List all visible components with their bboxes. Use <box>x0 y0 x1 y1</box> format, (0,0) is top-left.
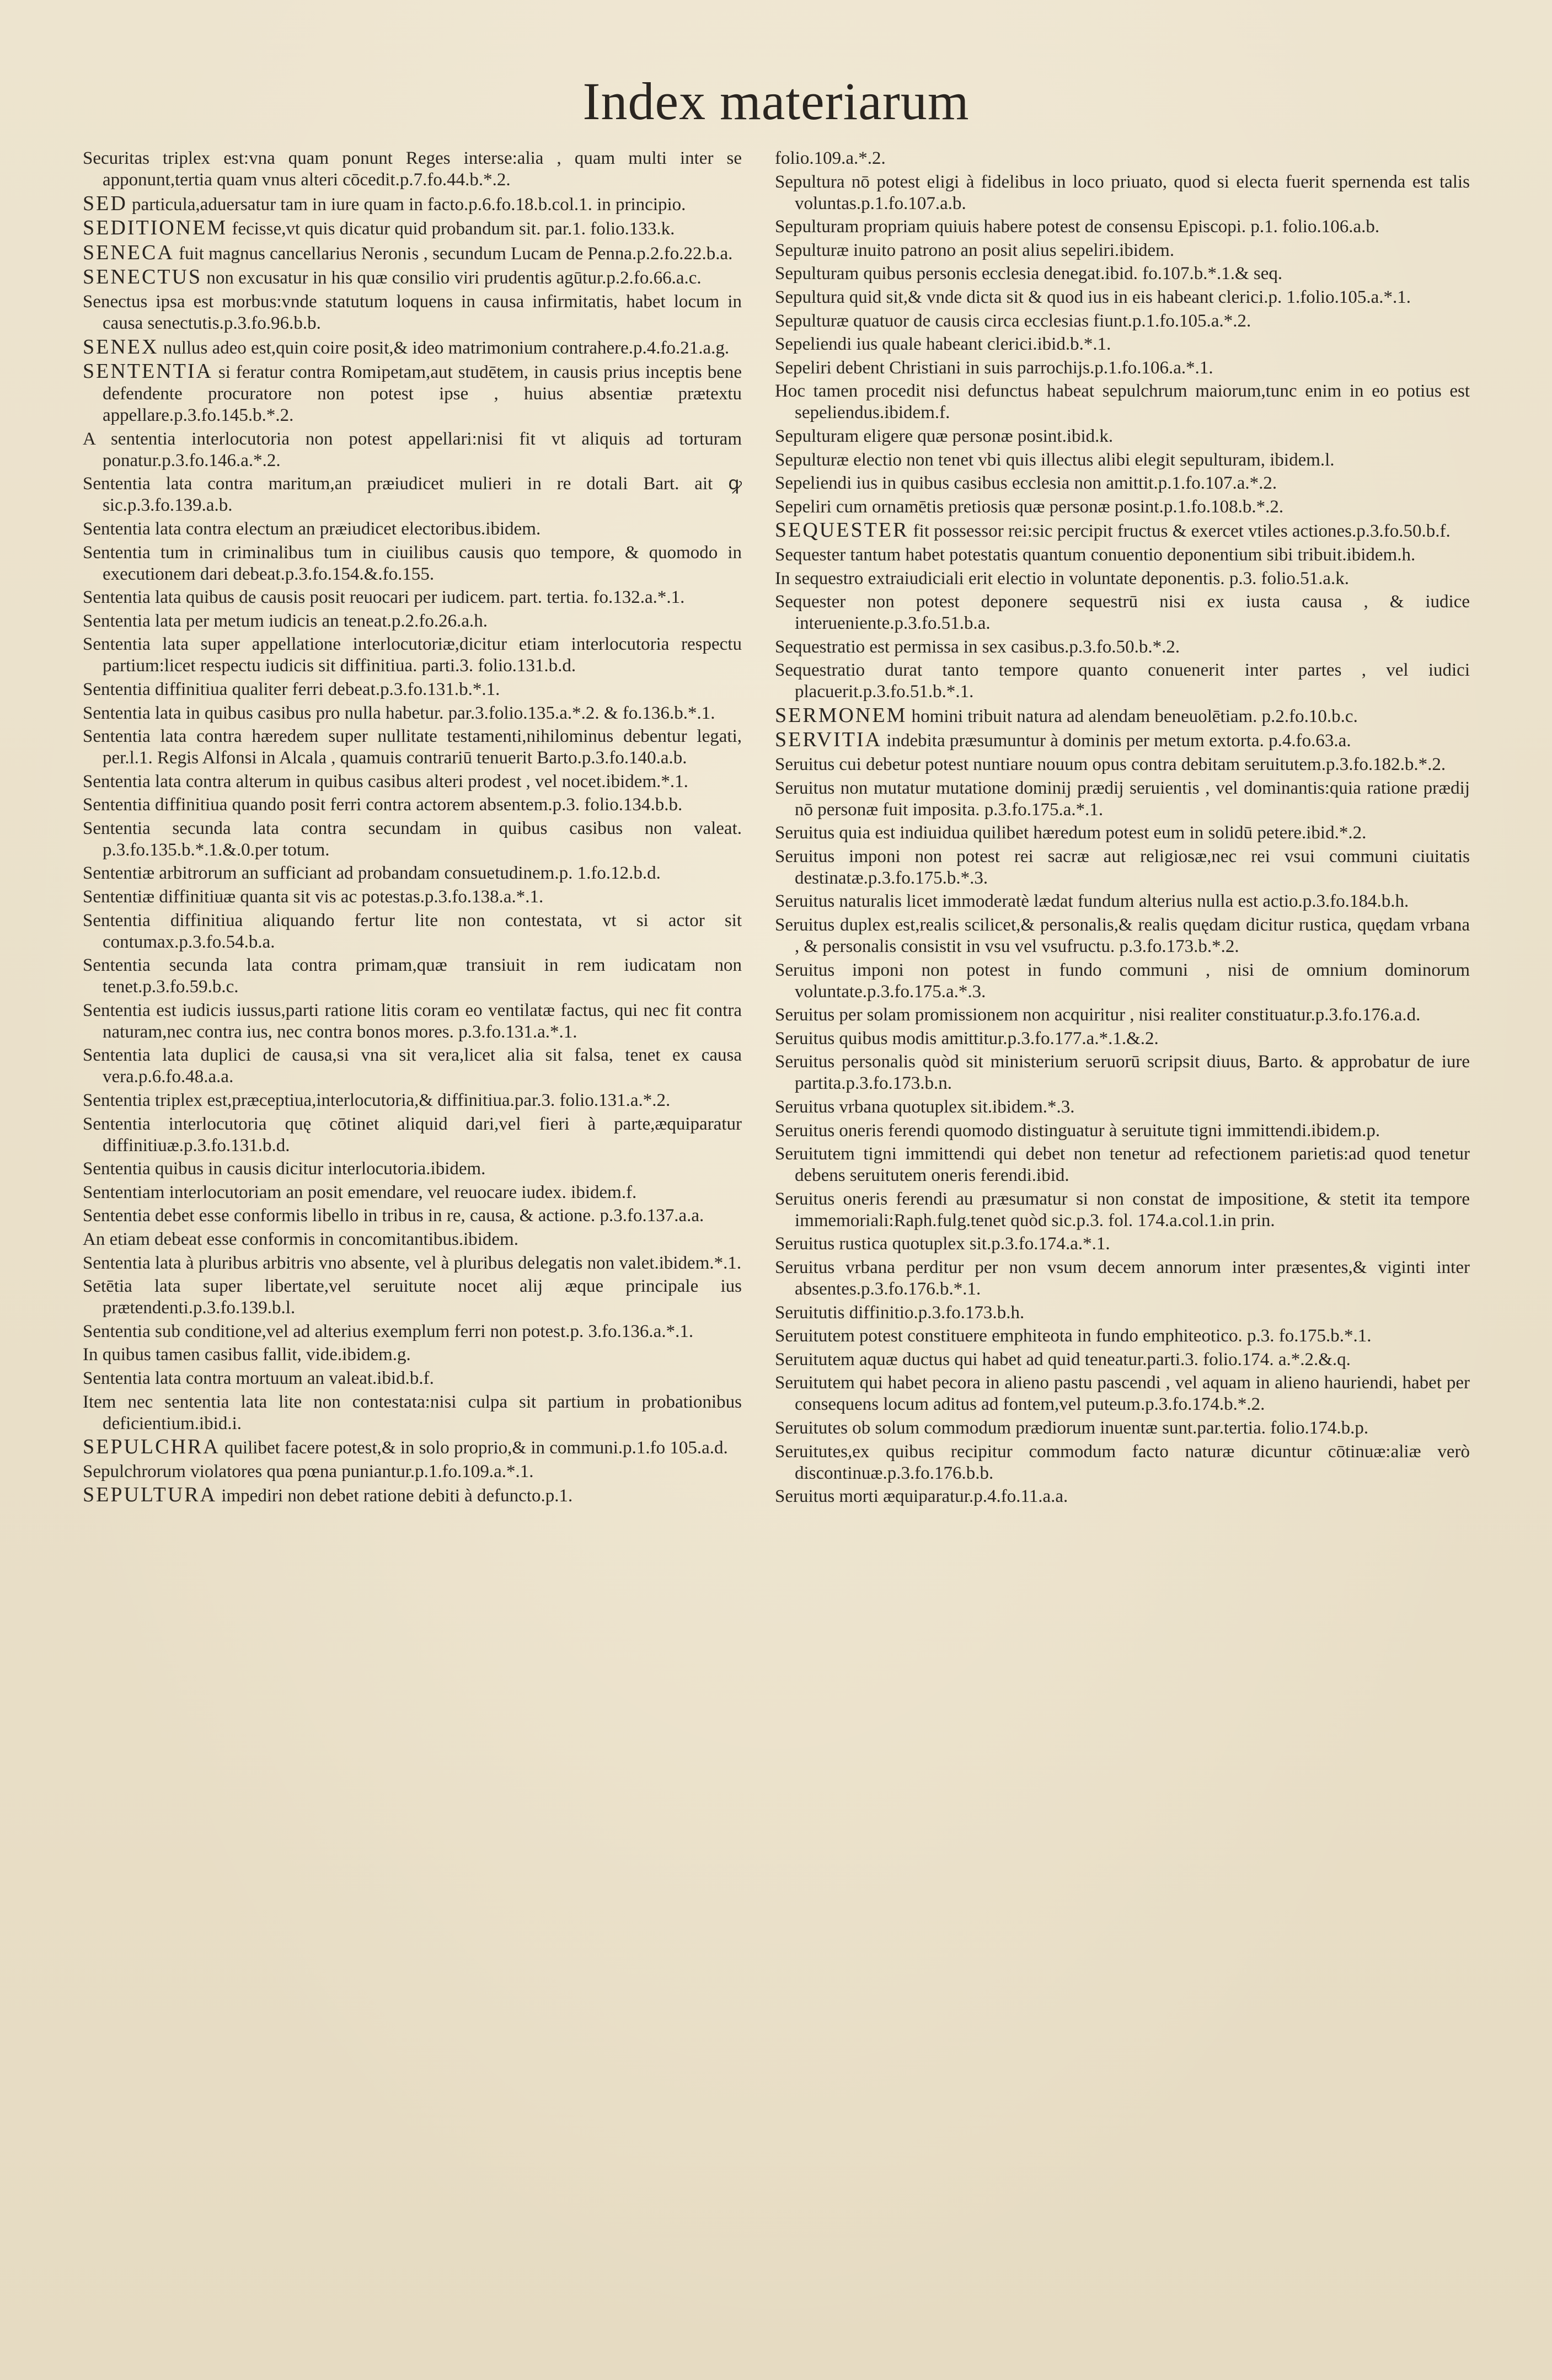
index-entry <box>83 291 742 334</box>
entry-text: Seruitus per solam promissionem non acquiritur , nisi realiter constituatur.p.3.fo.176.a.d. <box>775 1005 1421 1025</box>
entry-text: nullus adeo est,quin coire posit,& ideo matrimonium contrahere.p.4.fo.21.a.g. <box>158 338 730 358</box>
entry-text: folio.109.a.*.2. <box>775 148 886 168</box>
entry-text: Hoc tamen procedit nisi defunctus habeat sepulchrum maiorum,tunc enim in eo potius est sepeliendus.ibidem.f. <box>775 381 1470 423</box>
entry-keyword: SEDITIONEM <box>83 216 228 240</box>
index-entry <box>83 726 742 769</box>
index-entry <box>775 1302 1470 1324</box>
index-entry <box>83 611 742 632</box>
entry-text: Sepultura quid sit,& vnde dicta sit & quod ius in eis habeant clerici.p. 1.folio.105.a.*.1. <box>775 287 1411 307</box>
index-entry <box>83 336 742 359</box>
index-entry <box>775 1257 1470 1300</box>
index-entry <box>775 591 1470 634</box>
index-entry <box>83 148 742 191</box>
entry-text: Sententia diffinitiua quando posit ferri contra actorem absentem.p.3. folio.134.b.b. <box>83 795 683 815</box>
index-entry <box>83 771 742 793</box>
entry-keyword: SENTENTIA <box>83 360 213 383</box>
index-entry <box>775 357 1470 379</box>
entry-text: Sententia debet esse conformis libello in tribus in re, causa, & actione. p.3.fo.137.a.a. <box>83 1206 704 1226</box>
index-entry <box>83 1090 742 1111</box>
entry-text: Sententia lata super appellatione interlocutoriæ,dicitur etiam interlocutoria respectu partium:licet respectu iudicis sit diffinitiua. parti.3. folio.131.b.d. <box>83 634 742 676</box>
entry-text: Sententiæ arbitrorum an sufficiant ad probandam consuetudinem.p. 1.fo.12.b.d. <box>83 863 661 884</box>
index-entry <box>83 794 742 816</box>
entry-text: Seruitus cui debetur potest nuntiare nouum opus contra debitam seruitutem.p.3.fo.182.b.*.2. <box>775 755 1446 775</box>
index-entry <box>775 1349 1470 1371</box>
index-entry <box>83 1276 742 1319</box>
entry-text: Sequester non potest deponere sequestrū nisi ex iusta causa , & iudice interueniente.p.3.fo.51.b.a. <box>775 592 1470 634</box>
entry-text: Seruitus rustica quotuplex sit.p.3.fo.174.a.*.1. <box>775 1234 1110 1254</box>
index-entry <box>775 1051 1470 1094</box>
entry-text: non excusatur in his quæ consilio viri prudentis agūtur.p.2.fo.66.a.c. <box>202 268 702 288</box>
entry-text: Sententia diffinitiua qualiter ferri debeat.p.3.fo.131.b.*.1. <box>83 679 500 699</box>
index-entry <box>83 955 742 998</box>
entry-text: fecisse,vt quis dicatur quid probandum sit. par.1. folio.133.k. <box>227 219 675 239</box>
entry-text: Sepeliri cum ornamētis pretiosis quæ personæ posint.p.1.fo.108.b.*.2. <box>775 496 1284 517</box>
entry-text: Sequestratio est permissa in sex casibus.p.3.fo.50.b.*.2. <box>775 637 1180 657</box>
index-entry <box>775 846 1470 889</box>
entry-text: Sententia sub conditione,vel ad alterius exemplum ferri non potest.p. 3.fo.136.a.*.1. <box>83 1321 694 1341</box>
index-entry <box>775 216 1470 238</box>
index-entry <box>83 542 742 585</box>
index-entry <box>83 818 742 861</box>
index-entry <box>775 334 1470 355</box>
entry-text: Sententia lata per metum iudicis an teneat.p.2.fo.26.a.h. <box>83 611 488 631</box>
entry-text: Sequestratio durat tanto tempore quanto conuenerit inter partes , vel iudici placuerit.p.3.fo.51.b.*.1. <box>775 660 1470 702</box>
index-entry <box>83 1344 742 1366</box>
right-column <box>775 148 1470 1510</box>
entry-text: Seruitus vrbana perditur per non vsum decem annorum inter præsentes,& viginti inter absentes.p.3.fo.176.b.*.1. <box>775 1257 1470 1299</box>
entry-text: Seruitutis diffinitio.p.3.fo.173.b.h. <box>775 1302 1025 1323</box>
index-entry <box>83 429 742 472</box>
entry-text: Sepeliendi ius in quibus casibus ecclesia non amittit.p.1.fo.107.a.*.2. <box>775 473 1277 494</box>
entry-text: Senectus ipsa est morbus:vnde statutum loquens in causa infirmitatis, habet locum in causa senectutis.p.3.fo.96.b.b. <box>83 291 742 333</box>
index-entry <box>83 703 742 724</box>
entry-text: Sepulturam quibus personis ecclesia denegat.ibid. fo.107.b.*.1.& seq. <box>775 264 1283 284</box>
index-entry <box>83 886 742 908</box>
entry-text: Seruitus personalis quòd sit ministerium seruorū scripsit diuus, Barto. & approbatur de iure partita.p.3.fo.173.b.n. <box>775 1052 1470 1094</box>
entry-text: fuit magnus cancellarius Neronis , secundum Lucam de Penna.p.2.fo.22.b.a. <box>174 243 733 264</box>
entry-text: Sententia tum in criminalibus tum in ciuilibus causis quo tempore, & quomodo in executionem dari debeat.p.3.fo.154.&.fo.155. <box>83 542 742 584</box>
index-entry <box>83 1392 742 1435</box>
index-entry <box>775 1189 1470 1232</box>
index-entry <box>775 1028 1470 1050</box>
index-entry <box>775 240 1470 261</box>
index-entry <box>775 1486 1470 1507</box>
entry-text: Seruitus duplex est,realis scilicet,& personalis,& realis quędam dicitur rustica, quędam vrbana , & personalis consistit in vsu vel vsufructu. p.3.fo.173.b.*.2. <box>775 915 1470 957</box>
index-entry <box>83 361 742 426</box>
index-entry <box>83 1484 742 1507</box>
entry-text: indebita præsumuntur à dominis per metum extorta. p.4.fo.63.a. <box>882 731 1351 751</box>
index-entry <box>83 1205 742 1227</box>
index-entry <box>83 1461 742 1483</box>
index-entry <box>83 1229 742 1250</box>
entry-text: Sententia lata contra alterum in quibus casibus alteri prodest , vel nocet.ibidem.*.1. <box>83 771 688 791</box>
entry-text: impediri non debet ratione debiti à defuncto.p.1. <box>217 1486 573 1506</box>
index-entry <box>83 679 742 700</box>
entry-keyword: SENECA <box>83 240 174 264</box>
entry-text: Sententia lata contra mortuum an valeat.ibid.b.f. <box>83 1368 434 1388</box>
index-entry <box>775 148 1470 169</box>
entry-text: Sententia lata in quibus casibus pro nulla habetur. par.3.folio.135.a.*.2. & fo.136.b.*.1. <box>83 703 715 723</box>
entry-keyword: SENEX <box>83 335 159 359</box>
entry-text: Sepeliri debent Christiani in suis parrochijs.p.1.fo.106.a.*.1. <box>775 357 1213 378</box>
entry-text: Securitas triplex est:vna quam ponunt Reges interse:alia , quam multi inter se apponunt,tertia quam vnus alteri cōcedit.p.7.fo.44.b.*.2. <box>83 148 742 190</box>
index-entry <box>775 311 1470 332</box>
entry-text: Sepulturæ quatuor de causis circa ecclesias fiunt.p.1.fo.105.a.*.2. <box>775 311 1251 331</box>
entry-text: Seruitus naturalis licet immoderatè lædat fundum alterius nulla est actio.p.3.fo.184.b.h. <box>775 891 1409 912</box>
index-entry <box>775 287 1470 308</box>
entry-text: Seruitutes ob solum commodum prædiorum inuentæ sunt.par.tertia. folio.174.b.p. <box>775 1418 1369 1438</box>
entry-text: Sententia est iudicis iussus,parti ratione litis coram eo ventilatæ factus, qui nec fit contra naturam,nec contra ius, nec contra bonos mores. p.3.fo.131.a.*.1. <box>83 1000 742 1042</box>
index-entry <box>775 1097 1470 1118</box>
index-entry <box>775 729 1470 752</box>
index-entry <box>83 1114 742 1157</box>
entry-text: Sententia diffinitiua aliquando fertur lite non contestata, vt si actor sit contumax.p.3.fo.54.b.a. <box>83 910 742 952</box>
index-entry <box>775 381 1470 424</box>
entry-text: Setētia lata super libertate,vel seruitute nocet alij æque principale ius prætendenti.p.3.fo.139.b.l. <box>83 1276 742 1318</box>
entry-text: Sententia quibus in causis dicitur interlocutoria.ibidem. <box>83 1159 486 1179</box>
entry-text: Sepultura nō potest eligi à fidelibus in loco priuato, quod si electa fuerit spernenda est talis voluntas.p.1.fo.107.a.b. <box>775 172 1470 213</box>
entry-text: Seruitutem potest constituere emphiteota in fundo emphiteotico. p.3. fo.175.b.*.1. <box>775 1326 1372 1346</box>
index-entry <box>83 863 742 884</box>
entry-text: Seruitus oneris ferendi quomodo distinguatur à seruitute tigni immittendi.ibidem.p. <box>775 1120 1380 1141</box>
index-entry <box>775 450 1470 471</box>
entry-text: si feratur contra Romipetam,aut studētem, in causis prius inceptis bene defendente procuratore non potest ipse , huius absentiæ prætextu appellare.p.3.fo.145.b.*.2. <box>103 362 742 426</box>
entry-text: Sententia triplex est,præceptiua,interlocutoria,& diffinitiua.par.3. folio.131.a.*.2. <box>83 1090 671 1111</box>
entry-text: Seruitus quibus modis amittitur.p.3.fo.177.a.*.1.&.2. <box>775 1028 1159 1049</box>
left-column <box>83 148 742 1509</box>
index-entry <box>775 496 1470 518</box>
entry-text: Seruitutem qui habet pecora in alieno pastu pascendi , vel aquam in alieno hauriendi, habet per consequens locum aditus ad fontem,vel puteum.p.3.fo.174.b.*.2. <box>775 1373 1470 1415</box>
index-entry <box>83 1368 742 1389</box>
index-entry <box>775 822 1470 844</box>
index-entry <box>775 1325 1470 1347</box>
index-entry <box>775 1418 1470 1439</box>
entry-text: Sepulturæ inuito patrono an posit alius sepeliri.ibidem. <box>775 240 1175 260</box>
index-entry <box>775 568 1470 590</box>
entry-text: Sententiam interlocutoriam an posit emendare, vel reuocare iudex. ibidem.f. <box>83 1182 637 1202</box>
entry-text: Seruitus vrbana quotuplex sit.ibidem.*.3. <box>775 1097 1075 1117</box>
entry-text: In quibus tamen casibus fallit, vide.ibidem.g. <box>83 1345 411 1365</box>
entry-text: Sententiæ diffinitiuæ quanta sit vis ac potestas.p.3.fo.138.a.*.1. <box>83 887 544 907</box>
entry-text: Seruitutem tigni immittendi qui debet non tenetur ad refectionem parietis:ad quod tenetur debens seruitutem oneris ferendi.ibid. <box>775 1144 1470 1186</box>
index-entry <box>775 891 1470 912</box>
entry-text: Sententia lata à pluribus arbitris vno absente, vel à pluribus delegatis non valet.ibidem.*.1. <box>83 1253 742 1273</box>
entry-text: Sententia secunda lata contra secundam in quibus casibus non valeat. p.3.fo.135.b.*.1.&.0.per totum. <box>83 818 742 860</box>
index-entry <box>83 1045 742 1088</box>
index-entry <box>775 660 1470 703</box>
entry-text: Sepulturam propriam quiuis habere potest de consensu Episcopi. p.1. folio.106.a.b. <box>775 217 1380 237</box>
entry-text: Sepulturam eligere quæ personæ posint.ibid.k. <box>775 426 1114 446</box>
index-entry <box>83 587 742 608</box>
entry-keyword: SERMONEM <box>775 703 907 727</box>
entry-text: homini tribuit natura ad alendam beneuolētiam. p.2.fo.10.b.c. <box>907 706 1358 726</box>
entry-text: Sententia secunda lata contra primam,quæ transiuit in rem iudicatam non tenet.p.3.fo.59.b.c. <box>83 955 742 997</box>
index-entry <box>775 1441 1470 1484</box>
index-entry <box>775 960 1470 1003</box>
entry-text: Sententia lata duplici de causa,si vna sit vera,licet alia sit falsa, tenet ex causa vera.p.6.fo.48.a.a. <box>83 1045 742 1087</box>
entry-text: Sententia lata contra electum an præiudicet electoribus.ibidem. <box>83 518 541 539</box>
entry-text: Sepeliendi ius quale habeant clerici.ibid.b.*.1. <box>775 334 1111 355</box>
index-entry <box>83 634 742 677</box>
index-entry <box>83 1182 742 1204</box>
entry-text: Item nec sententia lata lite non contestata:nisi culpa sit partium in probationibus deficientium.ibid.i. <box>83 1392 742 1434</box>
index-entry <box>775 544 1470 566</box>
entry-text: A sententia interlocutoria non potest appellari:nisi fit vt aliquis ad torturam ponatur.p.3.fo.146.a.*.2. <box>83 429 742 470</box>
index-entry <box>83 910 742 953</box>
index-entry <box>775 914 1470 958</box>
entry-text: Sententia lata contra maritum,an præiudicet mulieri in re dotali Bart. ait ꝙ sic.p.3.fo.139.a.b. <box>83 474 742 516</box>
entry-keyword: SED <box>83 191 127 215</box>
index-entry <box>83 193 742 216</box>
entry-keyword: SERVITIA <box>775 728 882 752</box>
entry-text: Seruitus morti æquiparatur.p.4.fo.11.a.a. <box>775 1486 1068 1507</box>
index-entry <box>775 1120 1470 1142</box>
index-entry <box>775 754 1470 775</box>
entry-text: Seruitus non mutatur mutatione dominij prædij seruientis , vel dominantis:quia ratione prædij nō personæ fuit imposita. p.3.fo.175.a.*.1. <box>775 778 1470 820</box>
entry-text: An etiam debeat esse conformis in concomitantibus.ibidem. <box>83 1229 518 1249</box>
entry-text: Seruitus quia est indiuidua quilibet hæredum potest eum in solidū petere.ibid.*.2. <box>775 823 1367 843</box>
index-entry <box>775 1372 1470 1415</box>
index-entry <box>83 1253 742 1274</box>
index-entry <box>83 518 742 540</box>
index-entry <box>83 242 742 265</box>
entry-text: Seruitus imponi non potest in fundo communi , nisi de omnium dominorum voluntate.p.3.fo.175.a.*.3. <box>775 960 1470 1002</box>
entry-text: Sententia lata quibus de causis posit reuocari per iudicem. part. tertia. fo.132.a.*.1. <box>83 587 685 608</box>
index-entry <box>83 1321 742 1343</box>
entry-text: Sententia interlocutoria quę cōtinet aliquid dari,vel fieri à parte,æquiparatur diffinitiuæ.p.3.fo.131.b.d. <box>83 1114 742 1156</box>
entry-text: Seruitus oneris ferendi au præsumatur si non constat de impositione, & stetit ita tempore immemoriali:Raph.fulg.tenet quòd sic.p.3. fol. 174.a.col.1.in prin. <box>775 1189 1470 1231</box>
entry-text: Seruitus imponi non potest rei sacræ aut religiosæ,nec rei vsui communi ciuitatis destinatæ.p.3.fo.175.b.*.3. <box>775 846 1470 888</box>
index-entry <box>775 1233 1470 1255</box>
entry-text: quilibet facere potest,& in solo proprio,& in communi.p.1.fo 105.a.d. <box>220 1438 728 1458</box>
index-entry <box>775 172 1470 215</box>
entry-keyword: SENECTUS <box>83 265 202 289</box>
entry-text: Seruitutem aquæ ductus qui habet ad quid teneatur.parti.3. folio.174. a.*.2.&.q. <box>775 1349 1351 1370</box>
index-entry <box>83 1436 742 1459</box>
entry-text: Sequester tantum habet potestatis quantum conuentio deponentium sibi tribuit.ibidem.h. <box>775 544 1416 565</box>
index-entry <box>83 266 742 289</box>
entry-text: In sequestro extraiudiciali erit electio in voluntate deponentis. p.3. folio.51.a.k. <box>775 568 1350 589</box>
index-entry <box>83 1000 742 1043</box>
entry-text: Sepulchrorum violatores qua pœna puniantur.p.1.fo.109.a.*.1. <box>83 1461 534 1482</box>
page-title: Index materiarum <box>582 72 970 131</box>
entry-text: Seruitutes,ex quibus recipitur commodum facto naturæ dicuntur cōtinuæ:aliæ verò discontinuæ.p.3.fo.176.b.b. <box>775 1441 1470 1483</box>
entry-text: Sepulturæ electio non tenet vbi quis illectus alibi elegit sepulturam, ibidem.l. <box>775 450 1335 470</box>
index-entry <box>775 473 1470 494</box>
entry-keyword: SEPULTURA <box>83 1483 217 1507</box>
entry-text: particula,aduersatur tam in iure quam in facto.p.6.fo.18.b.col.1. in principio. <box>127 194 686 215</box>
index-entry <box>83 473 742 516</box>
index-entry <box>775 637 1470 658</box>
index-entry <box>775 1143 1470 1186</box>
entry-keyword: SEQUESTER <box>775 518 909 542</box>
index-entry <box>775 520 1470 542</box>
index-entry <box>775 426 1470 447</box>
index-entry <box>775 705 1470 728</box>
index-entry <box>775 778 1470 821</box>
entry-text: fit possessor rei:sic percipit fructus & exercet vtiles actiones.p.3.fo.50.b.f. <box>908 521 1451 542</box>
entry-text: Sententia lata contra hæredem super nullitate testamenti,nihilominus debentur legati, per.l.1. Regis Alfonsi in Alcala , quamuis contrariū tenuerit Barto.p.3.fo.140.a.b. <box>83 726 742 768</box>
index-entry <box>775 263 1470 285</box>
entry-keyword: SEPULCHRA <box>83 1435 220 1459</box>
index-entry <box>83 1158 742 1180</box>
index-entry <box>775 1004 1470 1026</box>
index-entry <box>83 217 742 240</box>
